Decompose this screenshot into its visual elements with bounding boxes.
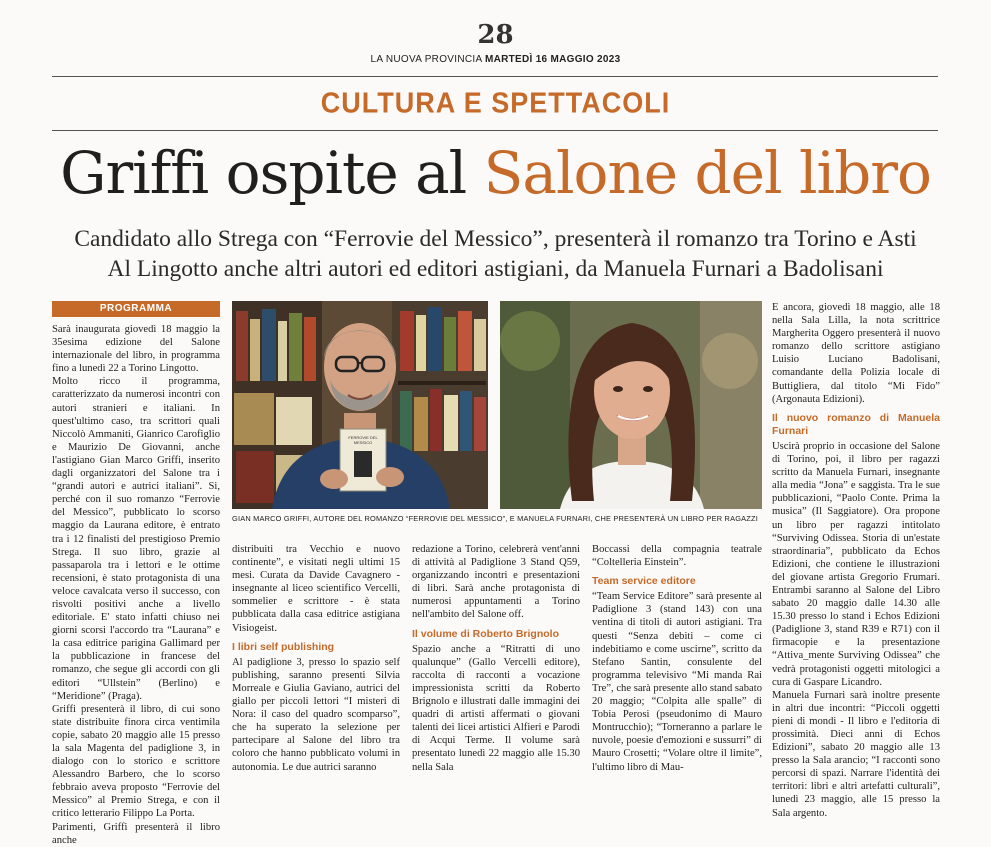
section-title: CULTURA E SPETTACOLI bbox=[320, 87, 671, 119]
subhead-brignolo: Il volume di Roberto Brignolo bbox=[412, 627, 559, 640]
book-cover-title: FERROVIE DEL MESSICO bbox=[348, 435, 378, 445]
paragraph: Sarà inaugurata giovedì 18 maggio la 35esima edizione del Salone internazionale del libro, in programma fino a lunedì 22 a Torino Lingotto. bbox=[52, 324, 220, 375]
paragraph: Molto ricco il programma, caratterizzato da numerosi incontri con autori stranieri e italiani. In quest'ultimo caso, tra scrittori quali Niccolò Ammaniti, Gianrico Carofiglio e Maurizio De Giovanni, anche l'astigiano Gian Marco Griffi, inserito dagli organizzatori del Salone tra i “grandi autori e autrici italiani”. Si, perché con il suo romanzo “Ferrovie del Messico”, pubblicato lo scorso maggio da Laurana editore, è entrato tra i 12 finalisti del prestigioso Premio Strega. Il suo libro, grazie al passaparola tra i lettori e le ottime recensioni, è stato protagonista di una veloce cavalcata verso il successo, con risvolti positivi anche a livello editoriale. E' stato infatti chiuso nei giorni scorsi l'accordo tra “Laurana” e la casa editrice parigina Gallimard per la pubblicazione in francese del romanzo, che segue gli accordi con gli editori “Ullstein” (Berlino) e “Meridione” (Praga). bbox=[52, 376, 220, 702]
photo-griffi bbox=[232, 301, 488, 509]
paragraph: Al padiglione 3, presso lo spazio self publishing, saranno presenti Silvia Morreale e Giulia Gaviano, autrici del giallo per piccoli lettori “I misteri di Nora: il caso del quadro scomparso”, che ha superato la selezione per partecipare al Salone del libro tra coloro che hanno pubblicato volumi in autonomia. Le due autrici saranno bbox=[232, 656, 400, 773]
paragraph: “Team Service Editore” sarà presente al Padiglione 3 (stand 143) con una ventina di titoli di autori astigiani. Tra questi “Senza debiti – come ci indebitiamo e come uscirne”, scritto da Stefano Santin, consulente del programma televisivo “Mi manda Rai Tre”, che sarà presente allo stand sabato 20 maggio; “Colpita alle spalle” di Tobia Perosi (pseudonimo di Mauro Montrucchio); “Torneranno a parlare le nuvole, poesie d'emozioni e sussurri” di Mauro Crosetti; “Volare oltre il limite”, l'ultimo libro di Mau- bbox=[592, 591, 762, 773]
subhead-furnari: Il nuovo romanzo di Manuela Furnari bbox=[772, 411, 940, 437]
paragraph: Uscirà proprio in occasione del Salone di Torino, poi, il libro per ragazzi scritto da Manuela Furnari, insegnante alla media “Jona” e saggista. Tra le sue pubblicazioni, “Paolo Conte. Prima la musica” (Il Saggiatore). Ora propone un libro per ragazzi intitolato “Surviving Odissea. Storia di un'estate straordinaria”, pubblicato da Echos Edizioni, che contiene le illustrazioni del giovane artista Gregorio Frumari. Entrambi saranno al Salone del Libro sabato 20 maggio dalle 14.30 alle 15.30 presso lo stand i Echos Edizioni (Padiglione 3, stand R39 e R71) con il firmacopie e la presentazione “Attiva_mente Surviving Odissea” che vedrà protagonisti oggetti mitologici a cura di Gaspare Licandro. bbox=[772, 440, 940, 688]
article-column-1 bbox=[52, 323, 220, 846]
griffi-photo-image bbox=[232, 301, 488, 509]
paragraph: distribuiti tra Vecchio e nuovo continente”, e visitati negli ultimi 15 mesi. Curata da Davide Cavagnero - insegnante al liceo scientifico Vercelli, sommelier e scrittore - è stata pubblicata dalla casa editrice astigiana Visiogeist. bbox=[232, 544, 400, 634]
section-rule bbox=[52, 130, 938, 131]
publication-name: LA NUOVA PROVINCIA bbox=[370, 54, 482, 65]
subhead-self-publishing: I libri self publishing bbox=[232, 640, 335, 653]
headline-accent: Salone del libro bbox=[483, 139, 931, 207]
article-column-3 bbox=[412, 543, 580, 773]
paragraph: Griffi presenterà il libro, di cui sono state distribuite finora circa ventimila copie, sabato 20 maggio alle 15 presso la sala Magenta del padiglione 3, in dialogo con lo storico e scrittore Alessandro Barbero, che lo scorso febbraio aveva proposto “Ferrovie del Messico” al Premio Strega, e con il critico letterario Filippo La Porta. bbox=[52, 703, 220, 820]
furnari-photo-image bbox=[500, 301, 762, 509]
paragraph: Spazio anche a “Ritratti di uno qualunque” (Gallo Vercelli editore), raccolta di racconti a vocazione impressionista scritti da Roberto Brignolo e illustrati dalle immagini dei quadri di artisti affermati o giovani talenti dei licei artistici Alfieri e Parodi di Acqui Terme. Il volume sarà presentato lunedì 22 maggio alle 15.30 nella Sala bbox=[412, 643, 580, 773]
headline-part1: Griffi ospite al bbox=[60, 139, 484, 207]
subheadline-1: Candidato allo Strega con “Ferrovie del Messico”, presenterà il romanzo tra Torino e Asti bbox=[74, 226, 917, 252]
top-rule bbox=[52, 76, 938, 77]
paragraph: Manuela Furnari sarà inoltre presente in altri due incontri: “Piccoli oggetti pieni di mondi - Il libro e l'editoria di prossimità. Dieci anni di Echos Edizioni”, sabato 20 maggio alle 13 presso la Sala arancio; “I racconti sono percorsi di spazi. Narrare l'identità dei territori: libri e altri artefatti culturali”, lunedì 23 maggio, alle 15 presso la Sala argento. bbox=[772, 689, 940, 819]
paragraph: Parimenti, Griffi presenterà il libro anche bbox=[52, 821, 220, 846]
paragraph: redazione a Torino, celebrerà vent'anni di attività al Padiglione 3 Stand Q59, organizzando incontri e presentazioni di libri. Sarà anche protagonista di numerosi appuntamenti a Torino nell'ambito del Salone off. bbox=[412, 544, 580, 621]
photo-furnari bbox=[500, 301, 762, 509]
subhead-team-service: Team service editore bbox=[592, 575, 696, 588]
article-column-4 bbox=[592, 543, 762, 773]
programma-label: PROGRAMMA bbox=[52, 301, 220, 317]
paragraph: Boccassi della compagnia teatrale “Coltelleria Einstein”. bbox=[592, 544, 762, 569]
photo-caption: GIAN MARCO GRIFFI, AUTORE DEL ROMANZO “FERROVIE DEL MESSICO”, E MANUELA FURNARI, CHE PRESENTERÀ UN LIBRO PER RAGAZZI bbox=[232, 514, 758, 523]
subheadline-2: Al Lingotto anche altri autori ed editori astigiani, da Manuela Furnari a Badolisani bbox=[107, 256, 884, 282]
paragraph: E ancora, giovedì 18 maggio, alle 18 nella Sala Lilla, la nota scrittrice Margherita Oggero presenterà il nuovo romanzo dello scrittore astigiano Luisio Luciano Badolisani, comandante della Polizia locale di Buttigliera, dal titolo “Mi Fido” (Argonauta Edizioni). bbox=[772, 302, 940, 405]
page-number: 28 bbox=[477, 20, 514, 50]
publication-date: MARTEDÌ 16 MAGGIO 2023 bbox=[484, 54, 621, 65]
headline bbox=[0, 138, 991, 208]
article-column-2 bbox=[232, 543, 400, 773]
dateline bbox=[0, 54, 991, 65]
article-column-5 bbox=[772, 301, 940, 819]
